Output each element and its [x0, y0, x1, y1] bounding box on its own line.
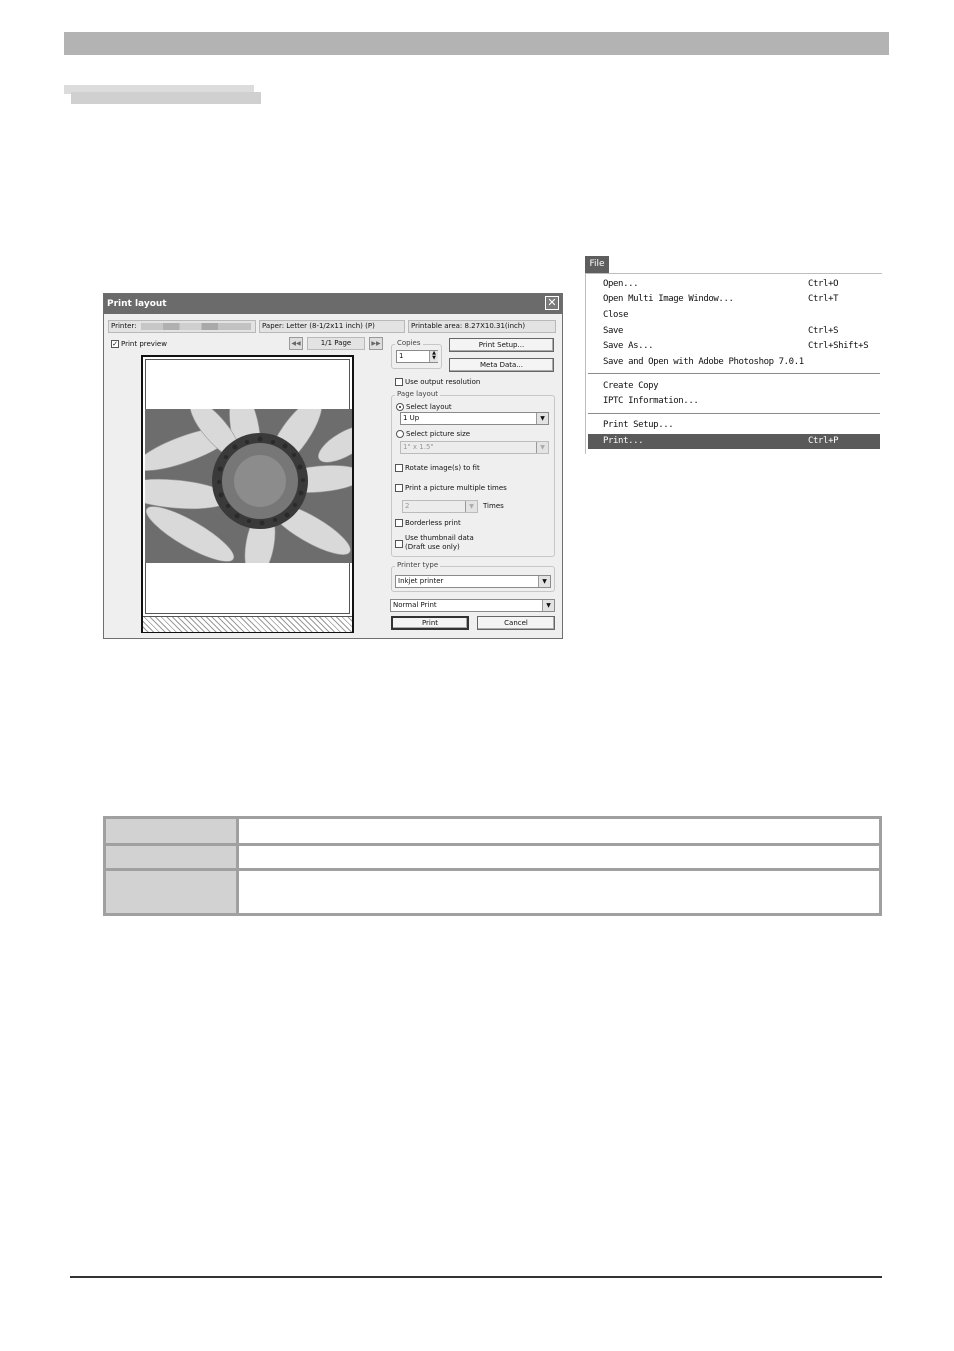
- use-output-resolution-label: Use output resolution: [405, 378, 481, 386]
- borderless-print-label: Borderless print: [405, 519, 461, 527]
- print-multiple-label: Print a picture multiple times: [405, 484, 507, 492]
- table-row-header-3: [106, 871, 236, 913]
- menu-item-label: Open Multi Image Window...: [603, 294, 734, 304]
- dialog-title: Print layout: [107, 299, 167, 309]
- chevron-down-icon[interactable]: ▼: [542, 600, 554, 611]
- menu-item-create-copy[interactable]: [588, 379, 880, 394]
- print-quality-value: Normal Print: [393, 601, 437, 609]
- select-picture-size-label: Select picture size: [406, 430, 471, 438]
- print-preview-label: Print preview: [121, 340, 167, 348]
- chevron-down-icon[interactable]: ▼: [538, 576, 550, 587]
- menu-item-save-and-open-photoshop[interactable]: [588, 355, 880, 370]
- footer-rule: [70, 1276, 882, 1278]
- chevron-down-icon[interactable]: ▼: [536, 413, 548, 424]
- menu-item-label: Open...: [603, 279, 639, 289]
- rotate-images-label: Rotate image(s) to fit: [405, 464, 480, 472]
- menu-item-shortcut: Ctrl+S: [808, 326, 839, 336]
- menu-item-label: IPTC Information...: [603, 396, 699, 406]
- rotate-images-checkbox[interactable]: [395, 464, 403, 472]
- borderless-print-checkbox[interactable]: [395, 519, 403, 527]
- menu-item-shortcut: Ctrl+Shift+S: [808, 341, 869, 351]
- page-indicator: 1/1 Page: [307, 337, 365, 350]
- menu-item-close[interactable]: [588, 308, 880, 323]
- menu-item-print[interactable]: [588, 434, 880, 449]
- menu-item-label: Save and Open with Adobe Photoshop 7.0.1: [603, 357, 804, 367]
- print-quality-select[interactable]: [390, 599, 555, 612]
- menu-item-open[interactable]: [588, 277, 880, 292]
- menu-item-label: Close: [603, 310, 629, 320]
- layout-value: 1 Up: [403, 414, 420, 422]
- menu-item-shortcut: Ctrl+O: [808, 279, 839, 289]
- times-select[interactable]: [402, 500, 478, 513]
- dialog-titlebar: [104, 294, 562, 314]
- table-column-divider: [236, 819, 239, 913]
- menu-item-open-multi-image-window[interactable]: [588, 292, 880, 307]
- chevron-down-icon[interactable]: ▼: [536, 442, 548, 453]
- printer-type-label: Printer type: [397, 561, 439, 569]
- use-thumbnail-checkbox[interactable]: [395, 540, 403, 548]
- print-preview-area: [141, 355, 354, 633]
- times-value: 2: [405, 502, 410, 510]
- printer-info: [108, 320, 256, 333]
- file-menu: [585, 273, 882, 454]
- menu-item-label: Save As...: [603, 341, 654, 351]
- select-layout-label: Select layout: [406, 403, 452, 411]
- menu-item-shortcut: Ctrl+P: [808, 436, 839, 446]
- menu-item-label: Save: [603, 326, 624, 336]
- printer-type-select[interactable]: [395, 575, 551, 588]
- copies-input[interactable]: 1: [396, 350, 438, 363]
- select-picture-size-radio[interactable]: [396, 430, 404, 438]
- use-thumbnail-label: Use thumbnail data: [405, 534, 474, 542]
- menu-item-label: Create Copy: [603, 381, 659, 391]
- close-icon[interactable]: ✕: [545, 296, 559, 310]
- menu-item-iptc-information[interactable]: [588, 394, 880, 409]
- spinner-arrows-icon[interactable]: ▲ ▼: [429, 351, 438, 362]
- print-layout-dialog: [103, 293, 563, 639]
- table-row-header-1: [106, 819, 236, 843]
- double-chevron-left-icon[interactable]: ◀◀: [289, 337, 303, 350]
- times-label: Times: [483, 502, 504, 510]
- sunflower-image: [145, 409, 352, 563]
- double-chevron-right-icon[interactable]: ▶▶: [369, 337, 383, 350]
- page-header-bar: [64, 32, 889, 55]
- table-row-header-2: [106, 846, 236, 868]
- layout-select[interactable]: [400, 412, 549, 425]
- printer-label: Printer:: [111, 322, 137, 330]
- use-thumbnail-note: (Draft use only): [405, 543, 460, 551]
- print-button[interactable]: Print: [391, 616, 469, 630]
- chevron-down-icon[interactable]: ▼: [465, 501, 477, 512]
- picture-size-value: 1" x 1.5": [403, 443, 434, 451]
- menu-item-save-as[interactable]: [588, 339, 880, 354]
- copies-label: Copies: [397, 339, 421, 347]
- section-title-bar: [71, 92, 261, 104]
- menu-item-print-setup[interactable]: [588, 418, 880, 433]
- menu-item-label: Print Setup...: [603, 420, 674, 430]
- print-preview-checkbox[interactable]: ✓: [112, 340, 118, 348]
- menu-item-save[interactable]: [588, 324, 880, 339]
- menu-item-shortcut: Ctrl+T: [808, 294, 839, 304]
- file-menu-title[interactable]: File: [585, 256, 609, 273]
- picture-size-select[interactable]: [400, 441, 549, 454]
- page-layout-label: Page layout: [397, 390, 439, 398]
- cancel-button[interactable]: Cancel: [477, 616, 555, 630]
- meta-data-button[interactable]: Meta Data...: [449, 358, 554, 372]
- non-printable-margin: [143, 616, 352, 632]
- sunflower-photo: [145, 409, 352, 563]
- printable-area-info: Printable area: 8.27X10.31(inch): [408, 320, 556, 333]
- options-table: [103, 816, 882, 916]
- print-setup-button[interactable]: Print Setup...: [449, 338, 554, 352]
- menu-item-label: Print...: [603, 436, 644, 446]
- printer-name-redacted: [141, 323, 251, 330]
- paper-info: Paper: Letter (8-1/2x11 inch) (P): [259, 320, 405, 333]
- printer-type-value: Inkjet printer: [398, 577, 444, 585]
- print-multiple-checkbox[interactable]: [395, 484, 403, 492]
- menu-separator: [588, 413, 880, 414]
- use-output-resolution-checkbox[interactable]: [395, 378, 403, 386]
- menu-separator: [588, 373, 880, 374]
- select-layout-radio[interactable]: [396, 403, 404, 411]
